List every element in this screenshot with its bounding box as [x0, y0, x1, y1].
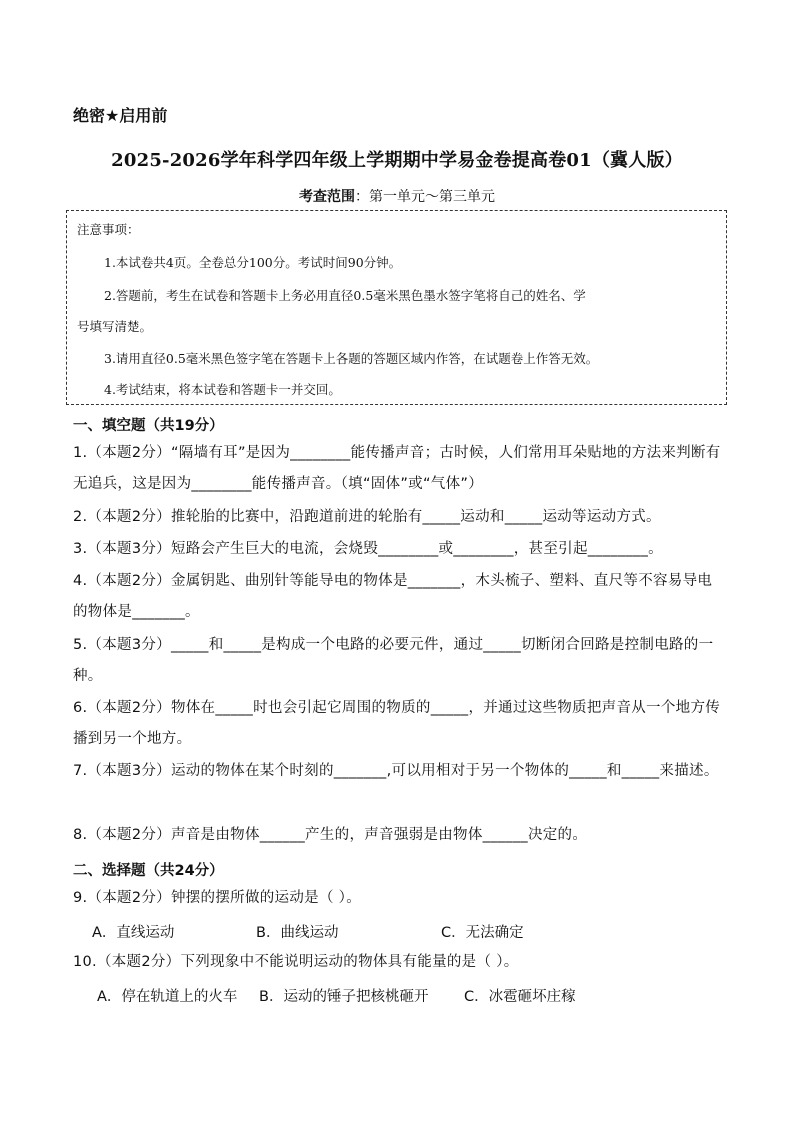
question-9: 9.（本题2分）钟摆的摆所做的运动是（ ）。: [73, 890, 362, 906]
scope-value: ：第一单元～第三单元: [355, 189, 495, 205]
notice-heading: 注意事项：: [77, 222, 140, 237]
section-fill-in-title: 一、填空题（共19分）: [73, 418, 224, 434]
question-1: 1.（本题2分）“隔墙有耳”是因为________能传播声音；古时候，人们常用耳朵贴地的方法来判断有无追兵，这是因为________能传播声音。（填“固体”或“气体”）: [73, 445, 721, 492]
exam-title: 2025-2026学年科学四年级上学期期中学易金卷提高卷01（冀人版）: [111, 150, 683, 171]
notice-line-2b: 号填写清楚。: [77, 319, 153, 334]
question-4: 4.（本题2分）金属钥匙、曲别针等能导电的物体是_______，木头梳子、塑料、直尺等不容易导电的物体是_______。: [73, 573, 713, 620]
q10-option-c: C．冰雹砸坏庄稼: [464, 989, 576, 1005]
question-6: 6.（本题2分）物体在_____时也会引起它周围的物质的_____，并通过这些物质把声音从一个地方传播到另一个地方。: [73, 700, 721, 747]
notice-box: [66, 210, 727, 405]
scope-label: 考查范围: [299, 189, 355, 205]
notice-line-3: 3.请用直径0.5毫米黑色签字笔在答题卡上各题的答题区域内作答，在试题卷上作答无效。: [104, 351, 599, 366]
confidential-label: 绝密★启用前: [73, 106, 168, 125]
exam-scope: [0, 186, 794, 206]
question-8: 8.（本题2分）声音是由物体______产生的，声音强弱是由物体______决定的。: [73, 827, 588, 843]
q9-option-c: C．无法确定: [441, 925, 524, 941]
notice-line-2a: 2.答题前，考生在试卷和答题卡上务必用直径0.5毫米黑色墨水签字笔将自己的姓名、学: [104, 288, 586, 303]
notice-line-4: 4.考试结束，将本试卷和答题卡一并交回。: [104, 382, 341, 397]
question-5: 5.（本题3分）_____和_____是构成一个电路的必要元件，通过_____切断闭合回路是控制电路的一种。: [73, 637, 714, 684]
q10-option-a: A．停在轨道上的火车: [97, 989, 238, 1005]
q9-option-a: A．直线运动: [92, 925, 175, 941]
question-2: 2.（本题2分）推轮胎的比赛中，沿跑道前进的轮胎有_____运动和_____运动等运动方式。: [73, 509, 661, 525]
question-3: 3.（本题3分）短路会产生巨大的电流，会烧毁________或________，甚至引起________。: [73, 541, 663, 557]
question-7: 7.（本题3分）运动的物体在某个时刻的_______,可以用相对于另一个物体的_____和_____来描述。: [73, 763, 719, 779]
notice-line-1: 1.本试卷共4页。全卷总分100分。考试时间90分钟。: [104, 255, 402, 270]
q9-option-b: B．曲线运动: [256, 925, 339, 941]
question-10: 10.（本题2分）下列现象中不能说明运动的物体具有能量的是（ ）。: [73, 954, 519, 970]
q10-option-b: B．运动的锤子把核桃砸开: [259, 989, 429, 1005]
section-choice-title: 二、选择题（共24分）: [73, 863, 224, 879]
